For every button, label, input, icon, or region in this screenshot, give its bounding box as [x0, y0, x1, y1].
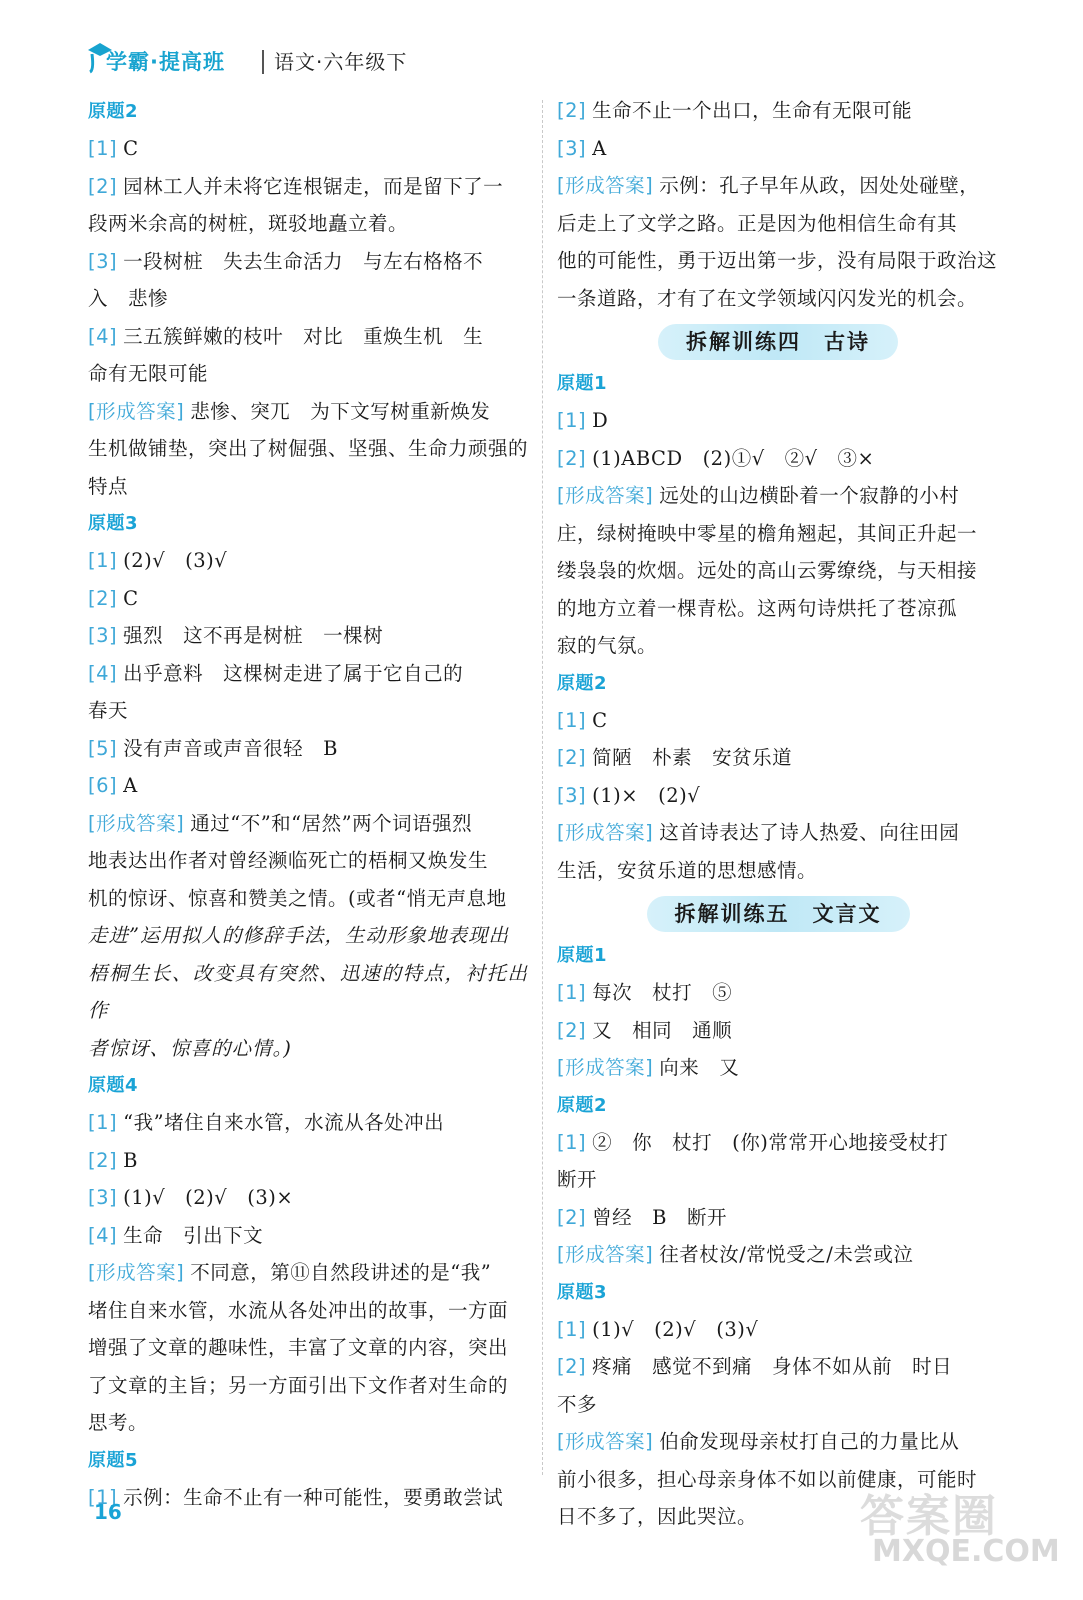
answer-line — [88, 1179, 528, 1217]
answer-line — [557, 402, 999, 440]
answer-line — [557, 1199, 999, 1237]
answer-line — [88, 730, 528, 768]
answer-text: ② 你 杖打 (你)常常开心地接受杖打 — [592, 1130, 949, 1154]
formed-answer-tag: [形成答案] — [88, 399, 185, 423]
question-title: 原题4 — [88, 1075, 139, 1096]
answer-line — [557, 1348, 999, 1386]
answer-line: 前小很多，担心母亲身体不如以前健康，可能时 — [557, 1467, 978, 1491]
answer-tag: [4] — [88, 661, 118, 685]
left-column — [88, 93, 528, 1516]
answer-line — [88, 1479, 528, 1517]
answer-tag: [5] — [88, 736, 118, 760]
answer-line: 思考。 — [88, 1411, 149, 1434]
answer-line: 入 悲惨 — [88, 287, 169, 310]
answer-line — [88, 805, 528, 843]
answer-text: 不同意，第⑪自然段讲述的是“我” — [190, 1261, 492, 1284]
answer-line — [557, 1311, 999, 1349]
answer-text: (1)× (2)√ — [592, 783, 701, 807]
answer-tag: [4] — [88, 1223, 118, 1247]
answer-line — [88, 1217, 528, 1255]
brand-title: 学霸·提高班 — [106, 50, 225, 74]
answer-line — [88, 655, 528, 693]
answer-tag: [1] — [557, 1130, 587, 1154]
answer-line: 梧桐生长、改变具有突然、迅速的特点，衬托出作 — [88, 961, 528, 1022]
answer-line — [88, 1254, 528, 1292]
answer-tag: [2] — [88, 174, 118, 198]
answer-line — [557, 1124, 999, 1162]
answer-line: 庄，绿树掩映中零星的檐角翘起，其间正升起一 — [557, 521, 978, 545]
answer-text: 远处的山边横卧着一个寂静的小村 — [659, 484, 960, 507]
answer-text: 又 相同 通顺 — [592, 1018, 733, 1042]
answer-tag: [3] — [557, 136, 587, 160]
answer-tag: [1] — [557, 1317, 587, 1341]
header-divider — [262, 50, 264, 74]
answer-text: (1)√ (2)√ (3)× — [123, 1186, 294, 1209]
question-title: 原题2 — [557, 672, 608, 694]
answer-tag: [2] — [557, 1205, 587, 1229]
answer-text: “我”堵住自来水管，水流从各处冲出 — [123, 1111, 445, 1134]
answer-text: 曾经 B 断开 — [592, 1205, 727, 1229]
answer-tag: [2] — [557, 446, 587, 470]
answer-line: 后走上了文学之路。正是因为他相信生命有其 — [557, 211, 958, 235]
answer-line — [88, 130, 528, 168]
formed-answer-tag: [形成答案] — [557, 821, 654, 844]
answer-line — [557, 702, 999, 740]
question-title: 原题1 — [557, 373, 608, 394]
answer-line: 他的可能性，勇于迈出第一步，没有局限于政治这 — [557, 249, 998, 272]
question-title: 原题2 — [88, 101, 139, 122]
formed-answer-tag: [形成答案] — [88, 811, 185, 835]
answer-line — [88, 318, 528, 356]
formed-answer-tag: [形成答案] — [557, 1430, 654, 1453]
answer-text: 简陋 朴素 安贫乐道 — [592, 746, 793, 769]
answer-text: B — [123, 1148, 138, 1172]
answer-line: 春天 — [88, 699, 129, 722]
answer-line: 者惊讶、惊喜的心情。) — [88, 1036, 292, 1060]
answer-text: 出乎意料 这棵树走进了属于它自己的 — [123, 661, 464, 685]
answer-line: 生活，安贫乐道的思想感情。 — [557, 858, 818, 882]
answer-tag: [1] — [557, 981, 587, 1004]
answer-text: 没有声音或声音很轻 B — [123, 736, 338, 760]
question-title: 原题3 — [88, 513, 139, 534]
answer-text: A — [123, 774, 138, 797]
answer-line: 机的惊讶、惊喜和赞美之情。(或者“悄无声息地 — [88, 886, 507, 910]
answer-text: 往者杖汝/常悦受之/未尝或泣 — [659, 1243, 914, 1266]
answer-text: 三五簇鲜嫩的枝叶 对比 重焕生机 生 — [123, 324, 484, 348]
answer-line — [557, 1423, 999, 1461]
question-title: 原题2 — [557, 1094, 608, 1116]
answer-text: 每次 杖打 ⑤ — [592, 981, 733, 1004]
answer-line — [88, 168, 528, 206]
question-title: 原题3 — [557, 1281, 608, 1303]
answer-line — [557, 1012, 999, 1050]
formed-answer-tag: [形成答案] — [557, 1243, 654, 1266]
answer-line — [557, 777, 999, 815]
answer-line — [88, 767, 528, 805]
answer-line — [557, 739, 999, 777]
answer-text: C — [123, 137, 139, 160]
answer-tag: [1] — [557, 708, 587, 732]
answer-tag: [3] — [557, 783, 587, 807]
answer-line: 寂的气氛。 — [557, 634, 658, 657]
answer-line — [88, 243, 528, 281]
answer-text: 悲惨、突兀 为下文写树重新焕发 — [190, 399, 491, 423]
answer-line — [557, 1236, 999, 1274]
answer-line: 增强了文章的趣味性，丰富了文章的内容，突出 — [88, 1336, 509, 1359]
answer-line — [88, 1142, 528, 1180]
answer-tag: [2] — [557, 99, 587, 122]
answer-tag: [2] — [88, 1148, 118, 1172]
watermark-text: 答案圈 — [860, 1491, 998, 1542]
answer-text: 园林工人并未将它连根锯走，而是留下了一 — [123, 174, 504, 198]
answer-text: D — [592, 409, 609, 432]
answer-tag: [6] — [88, 774, 118, 797]
answer-line: 地表达出作者对曾经濒临死亡的梧桐又焕发生 — [88, 849, 489, 872]
watermark — [860, 1478, 1060, 1578]
answer-tag: [1] — [88, 549, 118, 572]
answer-tag: [1] — [88, 137, 118, 160]
answer-line — [557, 1049, 999, 1087]
answer-text: 强烈 这不再是树桩 一棵树 — [123, 624, 384, 647]
answer-line: 不多 — [557, 1392, 598, 1416]
answer-line: 堵住自来水管，水流从各处冲出的故事，一方面 — [88, 1298, 509, 1322]
formed-answer-tag: [形成答案] — [88, 1261, 185, 1284]
answer-line: 命有无限可能 — [88, 362, 209, 385]
question-title: 原题5 — [88, 1449, 139, 1471]
answer-tag: [1] — [557, 409, 587, 432]
answer-line: 了文章的主旨；另一方面引出下文作者对生命的 — [88, 1373, 509, 1397]
section-header — [557, 891, 999, 935]
answer-tag: [2] — [557, 746, 587, 769]
watermark-url: MXQE.COM — [872, 1534, 1060, 1569]
answer-line: 走进”运用拟人的修辞手法，生动形象地表现出 — [88, 924, 509, 947]
answer-text: 生命 引出下文 — [123, 1223, 264, 1247]
answer-line — [88, 580, 528, 618]
answer-line — [557, 814, 999, 852]
answer-line — [557, 130, 999, 168]
answer-text: 示例：生命不止有一种可能性，要勇敢尝试 — [123, 1485, 504, 1509]
answer-text: 一段树桩 失去生命活力 与左右格格不 — [123, 249, 484, 273]
formed-answer-tag: [形成答案] — [557, 1056, 654, 1079]
answer-tag: [3] — [88, 249, 118, 273]
section-title: 拆解训练五 文言文 — [647, 896, 910, 932]
answer-tag: [2] — [88, 586, 118, 610]
answer-line — [557, 477, 999, 515]
answer-line: 的地方立着一棵青松。这两句诗烘托了苍凉孤 — [557, 596, 958, 620]
answer-text: C — [123, 586, 139, 610]
question-title: 原题1 — [557, 945, 608, 966]
answer-text: 通过“不”和“居然”两个词语强烈 — [190, 811, 473, 835]
answer-line: 断开 — [557, 1168, 598, 1191]
answer-tag: [1] — [88, 1485, 118, 1509]
answer-text: 疼痛 感觉不到痛 身体不如从前 时日 — [592, 1355, 953, 1378]
answer-text: 生命不止一个出口，生命有无限可能 — [592, 99, 913, 122]
answer-line — [88, 1104, 528, 1142]
answer-text: C — [592, 708, 608, 732]
answer-line — [557, 167, 999, 205]
answer-tag: [4] — [88, 324, 118, 348]
answer-line: 段两米余高的树桩，斑驳地矗立着。 — [88, 212, 409, 235]
answer-line — [557, 92, 999, 130]
formed-answer-tag: [形成答案] — [557, 484, 654, 507]
answer-line — [557, 974, 999, 1012]
answer-tag: [3] — [88, 624, 118, 647]
answer-text: A — [592, 136, 607, 160]
answer-line — [88, 393, 528, 431]
answer-text: 向来 又 — [659, 1056, 740, 1079]
answer-text: 这首诗表达了诗人热爱、向往田园 — [659, 821, 960, 844]
answer-line: 一条道路，才有了在文学领域闪闪发光的机会。 — [557, 286, 978, 310]
subject-title: 语文·六年级下 — [274, 50, 408, 74]
section-title: 拆解训练四 古诗 — [658, 324, 898, 360]
column-divider — [542, 100, 543, 1475]
section-header — [557, 319, 999, 363]
answer-line: 特点 — [88, 474, 129, 498]
answer-line — [88, 617, 528, 655]
right-column — [557, 92, 999, 1536]
answer-tag: [2] — [557, 1018, 587, 1042]
answer-tag: [2] — [557, 1355, 587, 1378]
answer-line — [88, 542, 528, 580]
answer-text: (2)√ (3)√ — [123, 549, 228, 572]
answer-text: 示例：孔子早年从政，因处处碰壁， — [659, 174, 980, 197]
page-number: 16 — [94, 1500, 122, 1524]
answer-line: 日不多了，因此哭泣。 — [557, 1505, 758, 1528]
formed-answer-tag: [形成答案] — [557, 174, 654, 197]
answer-text: 伯俞发现母亲杖打自己的力量比从 — [659, 1430, 960, 1453]
answer-line: 生机做铺垫，突出了树倔强、坚强、生命力顽强的 — [88, 437, 529, 460]
answer-tag: [1] — [88, 1111, 118, 1134]
answer-text: (1)ABCD (2)①√ ②√ ③× — [592, 446, 875, 470]
answer-line: 缕袅袅的炊烟。远处的高山云雾缭绕，与天相接 — [557, 559, 978, 582]
answer-tag: [3] — [88, 1186, 118, 1209]
answer-text: (1)√ (2)√ (3)√ — [592, 1317, 759, 1341]
answer-line — [557, 440, 999, 478]
